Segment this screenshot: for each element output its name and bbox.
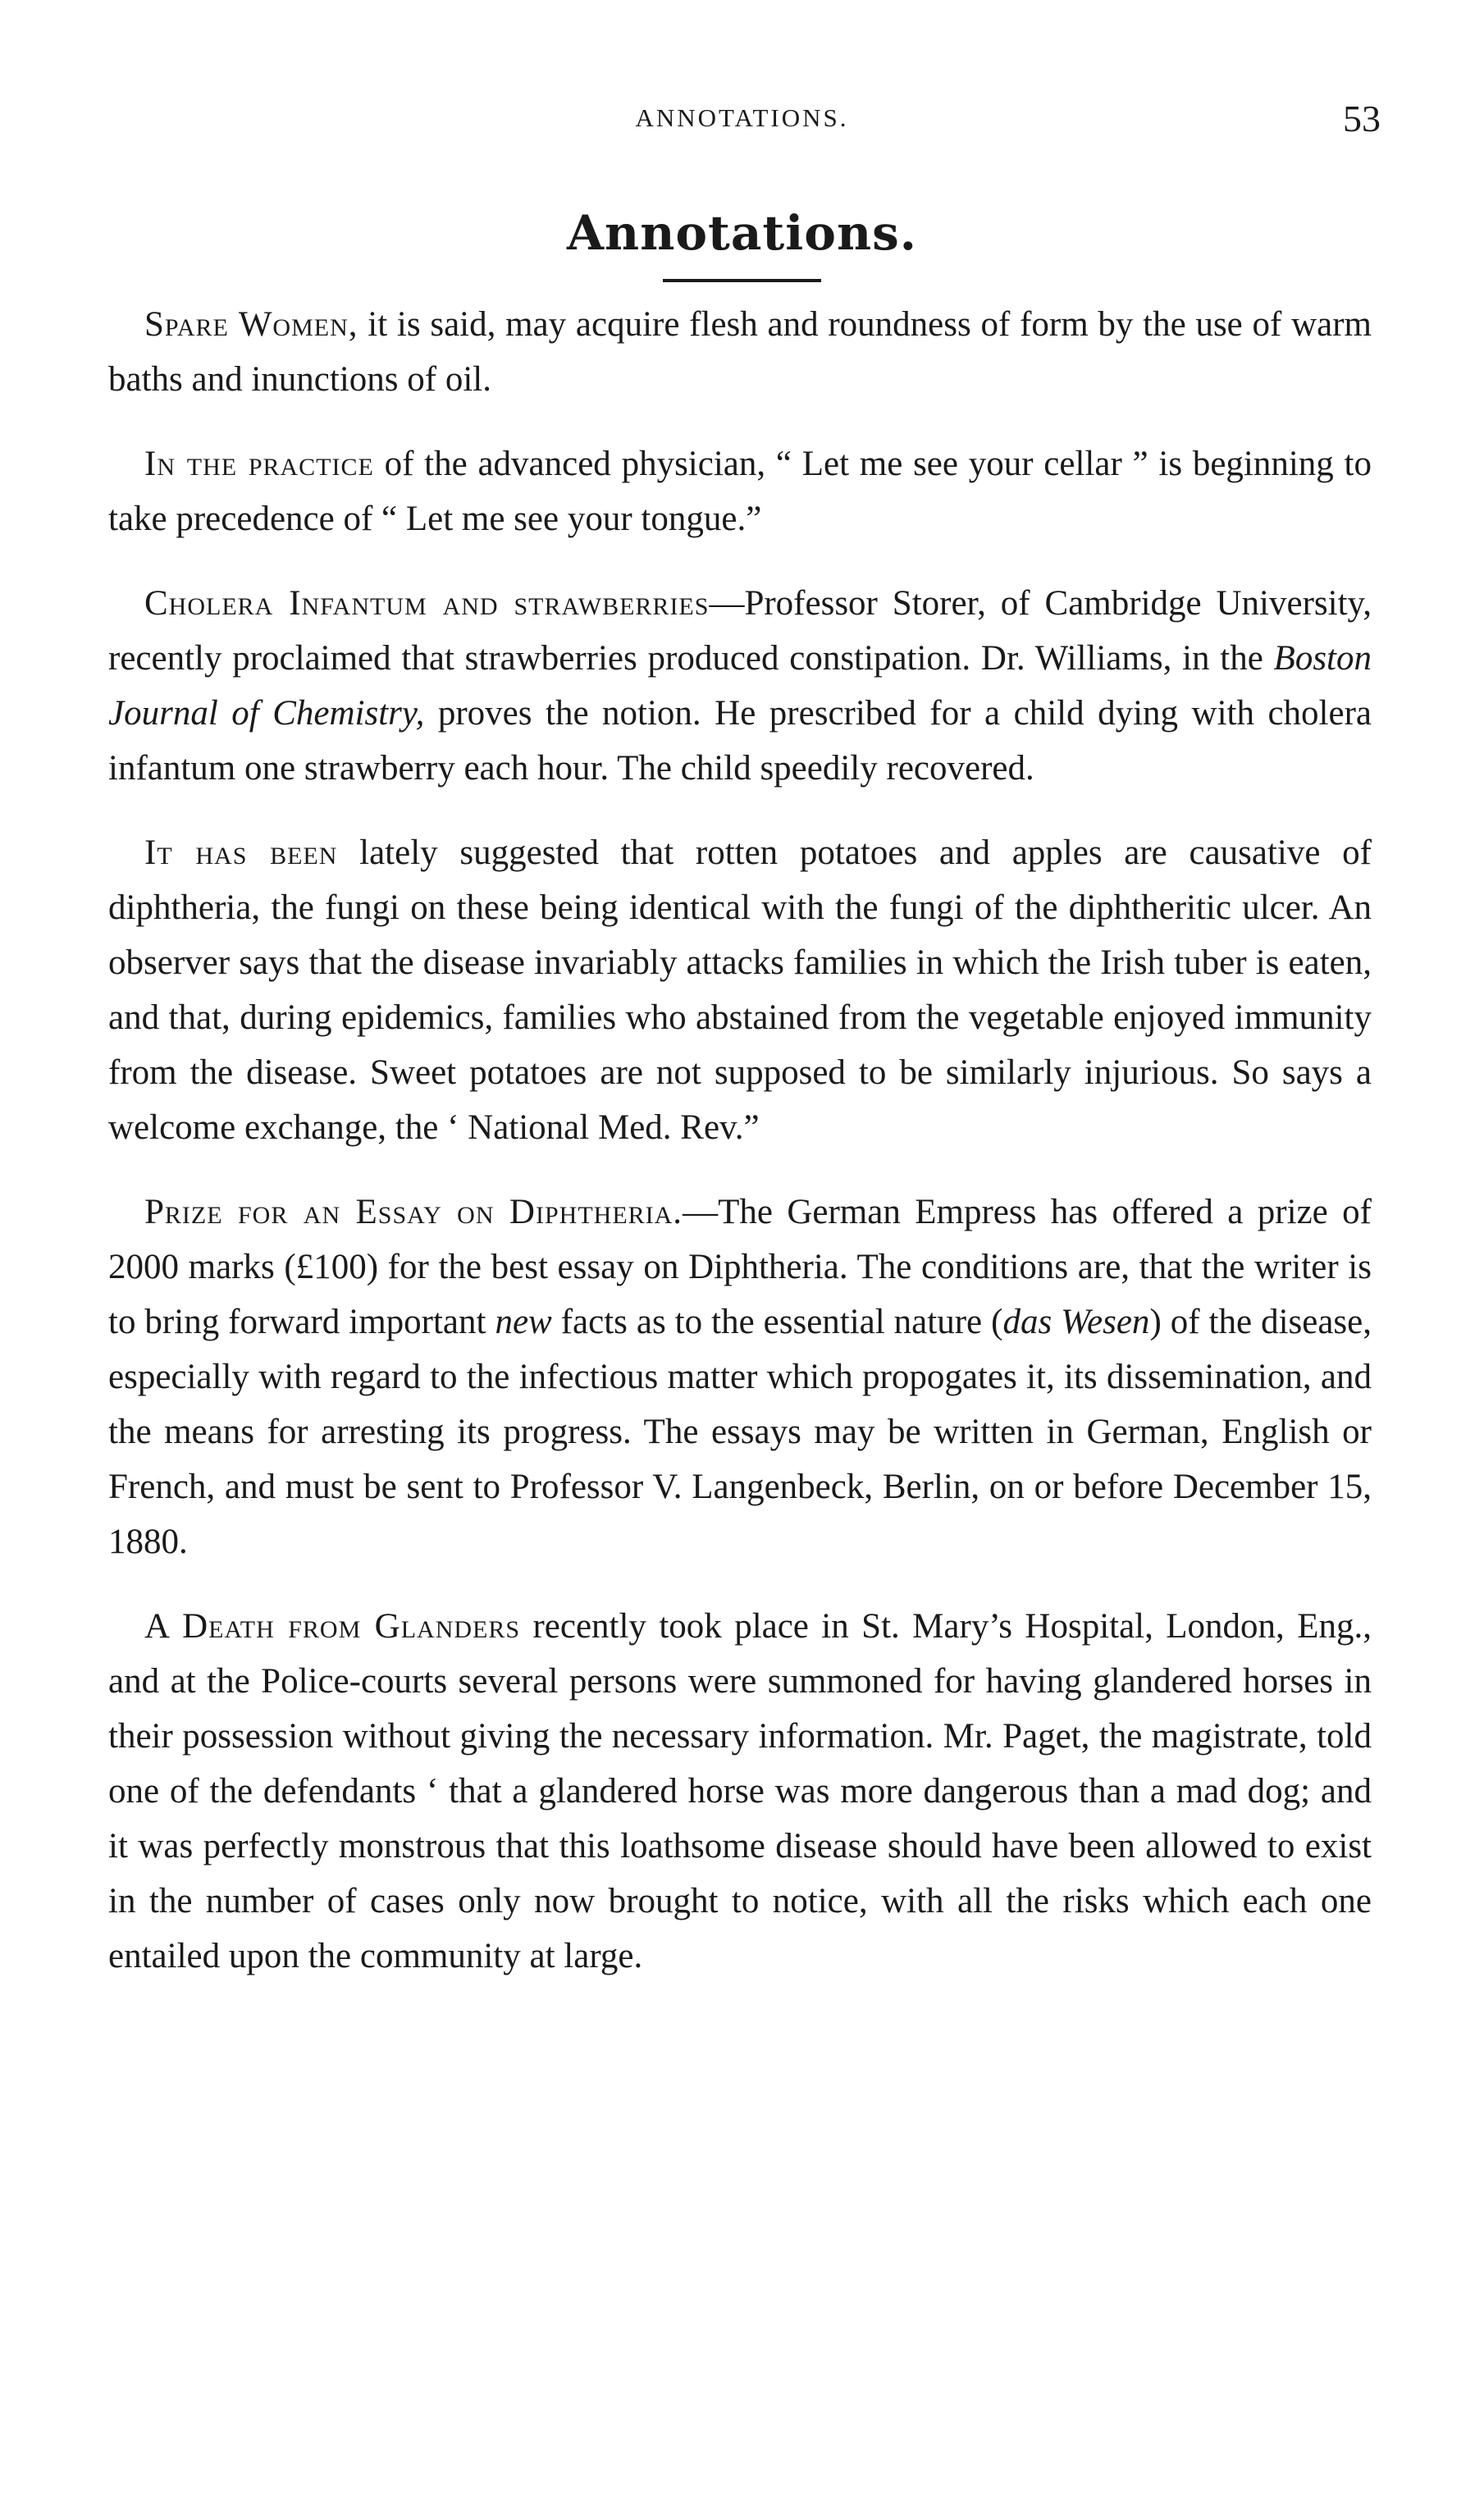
journal-title: Boston Journal of Chemistry, <box>108 639 1372 733</box>
paragraph-text: —The German Empress has offered a prize of 2000 marks (£100) for the best essay on Diphtheria. The conditions are, that the writer is to bring forward important <box>108 1193 1372 1341</box>
paragraph-text: ) of the disease, especially with regard to the infectious matter which propogates it, its dissemination, and the means for arresting its progress. The essays may be written in German, English or French, and must be sent to Professor V. Langenbeck, Berlin, on or before December 15, 1880. <box>108 1303 1372 1561</box>
paragraph-glanders <box>108 1599 1372 1984</box>
paragraph-lead: It has been <box>144 833 338 872</box>
running-head <box>0 97 1484 146</box>
paragraph-practice <box>108 436 1372 546</box>
paragraph-lead: Cholera Infantum and strawberries <box>144 584 710 623</box>
section-title: Annotations. <box>567 205 917 261</box>
italic-phrase: das Wesen <box>1002 1303 1150 1341</box>
running-title: ANNOTATIONS. <box>635 103 849 132</box>
paragraph-lead: Prize for an Essay on Diphtheria. <box>144 1193 683 1231</box>
title-rule <box>663 279 821 282</box>
paragraph-lead: In the practice <box>144 445 374 483</box>
paragraph-lead: A Death from Glanders <box>144 1607 521 1646</box>
paragraph-text: lately suggested that rotten potatoes and apples are causative of diphtheria, the fungi on these being identical with the fungi of the diphtheritic ulcer. An observer says that the disease invariably attacks families in which the Irish tuber is eaten, and that, during epidemics, families who abstained from the vegetable enjoyed immunity from the disease. Sweet potatoes are not supposed to be similarly injurious. So says a welcome exchange, the ‘ National Med. Rev.” <box>108 833 1372 1147</box>
paragraph-diphtheria-potatoes <box>108 825 1372 1155</box>
paragraph-spare-women <box>108 297 1372 407</box>
paragraph-text: recently took place in St. Mary’s Hospital, London, Eng., and at the Police-courts several persons were summoned for having glandered horses in their possession without giving the necessary information. Mr. Paget, the magistrate, told one of the defendants ‘ that a glandered horse was more dangerous than a mad dog; and it was perfectly monstrous that this loathsome disease should have been allowed to exist in the number of cases only now brought to notice, with all the risks which each one entailed upon the community at large. <box>108 1607 1372 1975</box>
paragraph-text: of the advanced physician, “ Let me see your cellar ” is beginning to take precedence of “ Let me see your tongue.” <box>108 445 1372 538</box>
paragraph-text: facts as to the essential nature ( <box>551 1303 1003 1341</box>
paragraph-cholera <box>108 576 1372 796</box>
paragraph-text: —Professor Storer, of Cambridge University, recently proclaimed that strawberries produced constipation. Dr. Williams, in the <box>108 584 1372 678</box>
paragraph-text: it is said, may acquire flesh and roundness of form by the use of warm baths and inunctions of oil. <box>108 305 1372 399</box>
page-number: 53 <box>1343 98 1381 139</box>
italic-word: new <box>495 1303 552 1341</box>
paragraph-text: proves the notion. He prescribed for a child dying with cholera infantum one strawberry each hour. The child speedily recovered. <box>108 694 1372 788</box>
body-text <box>108 297 1372 2013</box>
paragraph-prize-essay <box>108 1185 1372 1569</box>
paragraph-lead: Spare Women, <box>144 305 358 344</box>
